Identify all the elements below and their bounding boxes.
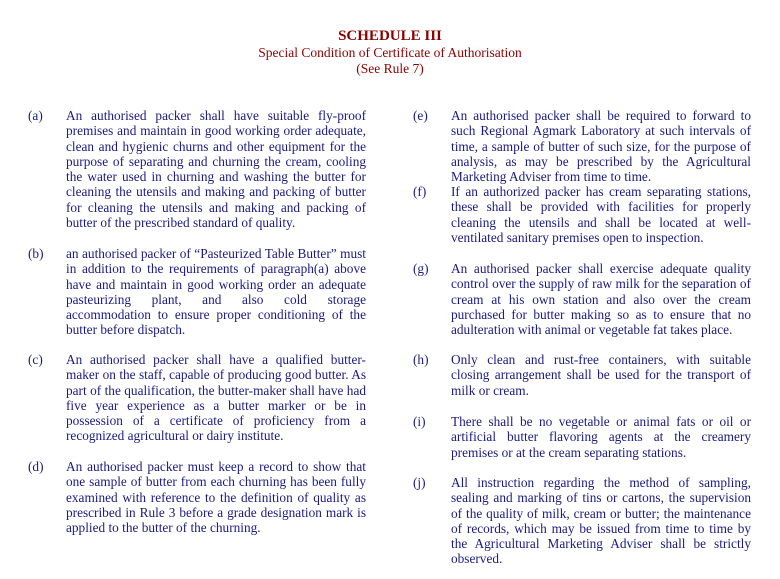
clause-text: An authorised packer shall exercise adequate quality control over the supply of raw milk for the separation of cream at his own station and also over the cream purchased for butter making so as to ensure that no adulteration with animal or vegetable fat takes place. [451, 261, 751, 338]
clause-label: (b) [28, 246, 44, 261]
clause-text: An authorised packer shall have a qualified butter-maker on the staff, capable of producing good butter. As part of the qualification, the butter-maker shall have had five year experience as a butter marker or be in possession of a certificate of proficiency from a recognized agricultural or dairy institute. [66, 352, 366, 444]
clause-text: Only clean and rust-free containers, with suitable closing arrangement shall be used for the transport of milk or cream. [451, 352, 751, 398]
document-header [0, 28, 780, 77]
clause-label: (g) [413, 261, 429, 276]
clause-text: All instruction regarding the method of sampling, sealing and marking of tins or cartons, the supervision of the quality of milk, cream or butter; the maintenance of records, which may be issued from time to time by the Agricultural Marketing Adviser shall be strictly observed. [451, 475, 751, 567]
clause-label: (a) [28, 108, 43, 123]
clause-text: An authorised packer must keep a record to show that one sample of butter from each churning has been fully examined with reference to the definition of quality as prescribed in Rule 3 before a grade designation mark is applied to the butter of the churning. [66, 459, 366, 536]
clause-label: (d) [28, 459, 44, 474]
clause-text: an authorised packer of “Pasteurized Table Butter” must in addition to the requirements of paragraph(a) above have and maintain in good working order an adequate pasteurizing plant, and also cold storage accommodation to ensure proper conditioning of the butter before dispatch. [66, 246, 366, 338]
schedule-subtitle: Special Condition of Certificate of Authorisation [258, 45, 522, 60]
clause-label: (e) [413, 108, 428, 123]
clause-text: There shall be no vegetable or animal fats or oil or artificial butter flavoring agents at the creamery premises or at the cream separating stations. [451, 414, 751, 460]
clause-text: If an authorized packer has cream separating stations, these shall be provided with facilities for properly cleaning the utensils and shall be located at well-ventilated sanitary premises open to inspection. [451, 184, 751, 245]
clause-text: An authorised packer shall be required to forward to such Regional Agmark Laboratory at such intervals of time, a sample of butter of such size, for the purpose of analysis, as may be prescribed by the Agricultural Marketing Adviser from time to time. [451, 108, 751, 185]
clause-label: (c) [28, 352, 43, 367]
clause-label: (f) [413, 184, 427, 199]
clause-label: (h) [413, 352, 429, 367]
clause-label: (j) [413, 475, 426, 490]
clause-text: An authorised packer shall have suitable fly-proof premises and maintain in good working order adequate, clean and hygienic churns and other equipment for the purpose of separating and churning the cream, cooling the water used in churning and washing the butter for cleaning the utensils and making and packing of butter for cleaning the utensils and making and packing of butter of the prescribed standard of quality. [66, 108, 366, 231]
schedule-title: SCHEDULE III [338, 28, 442, 44]
clause-label: (i) [413, 414, 426, 429]
rule-reference: (See Rule 7) [356, 61, 424, 76]
